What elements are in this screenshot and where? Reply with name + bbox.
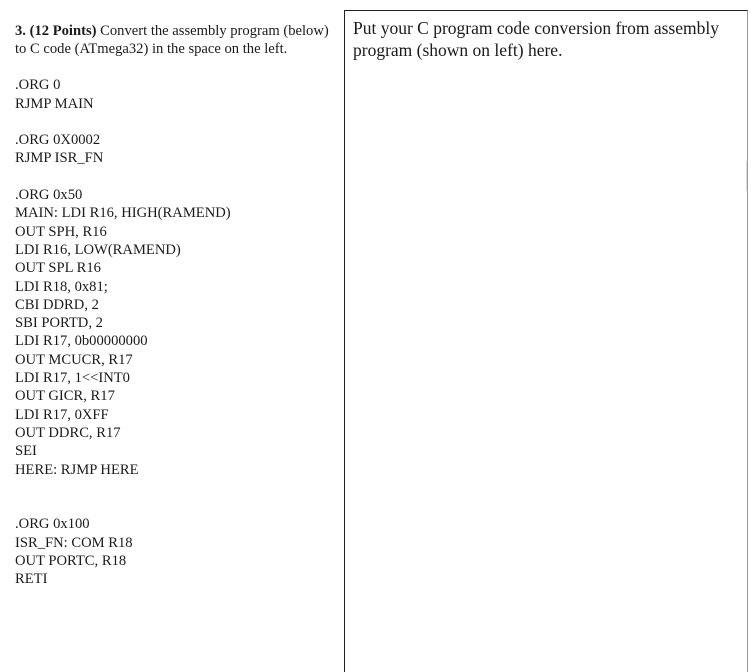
assembly-code-block: [15, 58, 340, 589]
code-line: [15, 479, 340, 497]
code-line: LDI R17, 1<<INT0: [15, 370, 130, 387]
code-line: LDI R17, 0b00000000: [15, 333, 148, 350]
code-line: OUT PORTC, R18: [15, 553, 127, 570]
question-text: Convert the assembly program (below) to C code (ATmega32) in the space on the left.: [15, 23, 329, 57]
code-line: OUT GICR, R17: [15, 388, 115, 405]
code-line: [15, 58, 340, 76]
code-line: LDI R16, LOW(RAMEND): [15, 241, 181, 258]
code-line: RJMP MAIN: [15, 95, 94, 112]
code-line: .ORG 0x50: [15, 187, 83, 204]
code-line: .ORG 0X0002: [15, 132, 101, 149]
code-line: ISR_FN: COM R18: [15, 534, 133, 551]
question-number: 3.: [15, 23, 26, 39]
code-line: [15, 497, 340, 515]
code-line: .ORG 0: [15, 77, 61, 94]
code-line: RETI: [15, 571, 48, 588]
question-prompt: [15, 22, 340, 58]
code-line: LDI R18, 0x81;: [15, 278, 108, 295]
code-line: OUT SPL R16: [15, 260, 101, 277]
answer-box[interactable]: [344, 10, 748, 672]
column-divider: [344, 10, 345, 672]
question-heading: [15, 23, 97, 39]
code-line: LDI R17, 0XFF: [15, 406, 109, 423]
question-points: (12 Points): [29, 23, 97, 39]
code-line: .ORG 0x100: [15, 516, 90, 533]
scroll-edge: [746, 161, 747, 191]
code-line: OUT DDRC, R17: [15, 424, 121, 441]
question-column: [15, 22, 340, 589]
code-line: OUT SPH, R16: [15, 223, 107, 240]
code-line: RJMP ISR_FN: [15, 150, 104, 167]
code-line: CBI DDRD, 2: [15, 296, 99, 313]
code-line: HERE: RJMP HERE: [15, 461, 139, 478]
code-line: SBI PORTD, 2: [15, 315, 103, 332]
code-line: MAIN: LDI R16, HIGH(RAMEND): [15, 205, 231, 222]
code-line: SEI: [15, 443, 37, 460]
code-line: [15, 168, 340, 186]
code-line: [15, 113, 340, 131]
code-line: OUT MCUCR, R17: [15, 351, 133, 368]
answer-prompt: Put your C program code conversion from assembly program (shown on left) here.: [353, 18, 719, 60]
